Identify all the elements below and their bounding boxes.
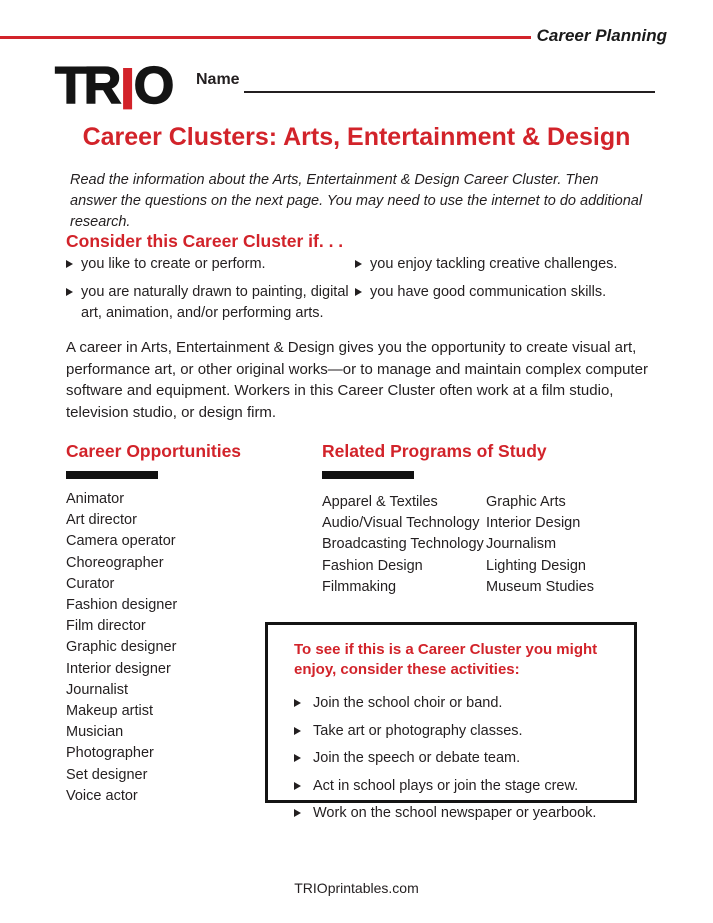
bullet-text: you have good communication skills. <box>370 284 607 300</box>
trio-logo <box>55 56 172 122</box>
list-item <box>355 254 658 275</box>
bullet-arrow-icon <box>355 260 362 268</box>
bullet-text: Work on the school newspaper or yearbook. <box>313 805 597 821</box>
consider-right-column <box>355 254 658 331</box>
bullet-text: you are naturally drawn to painting, digital art, animation, and/or performing arts. <box>81 284 349 321</box>
list-item: Graphic Arts <box>486 494 566 510</box>
logo-text-o: O <box>133 57 172 115</box>
list-item: Lighting Design <box>486 557 586 574</box>
list-item: Fashion designer <box>66 597 178 614</box>
list-item: Museum Studies <box>486 578 594 595</box>
bullet-arrow-icon <box>294 727 301 735</box>
list-item: Journalism <box>486 536 557 553</box>
list-item: Makeup artist <box>66 703 154 720</box>
list-item: Voice actor <box>66 787 138 804</box>
list-item: Film director <box>66 618 146 635</box>
list-item <box>294 803 620 824</box>
bullet-text: Take art or photography classes. <box>313 722 523 739</box>
list-item <box>294 721 620 742</box>
activities-list <box>294 693 620 824</box>
bullet-arrow-icon <box>66 288 73 296</box>
bullet-arrow-icon <box>294 809 301 817</box>
list-item: Journalist <box>66 681 129 698</box>
list-item: Apparel & Textiles <box>322 494 438 510</box>
list-item: Choreographer <box>66 554 164 571</box>
related-programs-list <box>322 492 636 598</box>
list-item: Filmmaking <box>322 578 397 595</box>
list-item: Musician <box>66 724 124 741</box>
list-item: Audio/Visual Technology <box>322 515 480 532</box>
bullet-arrow-icon <box>355 288 362 296</box>
list-item <box>355 282 658 303</box>
bullet-text: Join the school choir or band. <box>313 695 503 711</box>
bullet-arrow-icon <box>294 699 301 707</box>
name-label: Name <box>196 71 240 88</box>
header-label: Career Planning <box>536 26 667 45</box>
bullet-arrow-icon <box>294 782 301 790</box>
list-item: Curator <box>66 575 115 592</box>
bullet-arrow-icon <box>66 260 73 268</box>
career-opportunities-heading: Career Opportunities <box>66 441 242 461</box>
cluster-description: A career in Arts, Entertainment & Design gives you the opportunity to create visual art, performance art, or other original works—or to manage and maintain complex computer software and equipment. Workers in this Career Cluster often work at a film studio, television studio, or design firm. <box>66 339 648 421</box>
list-item <box>294 693 620 714</box>
list-item <box>66 282 355 324</box>
consider-heading: Consider this Career Cluster if. . . <box>66 231 344 251</box>
list-item: Graphic designer <box>66 639 177 656</box>
list-item: Set designer <box>66 766 148 783</box>
bullet-text: Act in school plays or join the stage crew. <box>313 777 579 794</box>
list-item: Photographer <box>66 745 154 762</box>
list-item: Interior Design <box>486 515 581 532</box>
list-item: Interior designer <box>66 660 171 677</box>
list-item <box>294 776 620 797</box>
name-input-line[interactable] <box>244 60 655 93</box>
page-title: Career Clusters: Arts, Entertainment & Design <box>82 123 631 151</box>
list-item: Broadcasting Technology <box>322 536 484 553</box>
list-item: Fashion Design <box>322 557 423 574</box>
career-opportunities-list <box>66 489 266 807</box>
career-opportunities-underline-bar <box>66 471 158 479</box>
activities-box-heading: To see if this is a Career Cluster you might enjoy, consider these activities: <box>294 641 598 678</box>
logo-text-tr: TR <box>55 57 119 115</box>
list-item: Camera operator <box>66 533 176 550</box>
related-programs-underline-bar <box>322 471 414 479</box>
bullet-text: you enjoy tackling creative challenges. <box>370 256 618 272</box>
related-programs-column-2 <box>486 492 636 598</box>
list-item: Animator <box>66 491 125 507</box>
related-programs-column-1 <box>322 492 486 598</box>
intro-text: Read the information about the Arts, Entertainment & Design Career Cluster. Then answer the questions on the next page. You may need to use the internet to do additional research. <box>70 172 643 230</box>
activities-box <box>265 622 637 821</box>
consider-left-column <box>66 254 355 331</box>
header-rule <box>0 36 531 39</box>
logo-text-i: I <box>120 58 132 122</box>
bullet-text: you like to create or perform. <box>81 256 266 272</box>
footer-url: TRIOprintables.com <box>294 880 419 896</box>
bullet-arrow-icon <box>294 754 301 762</box>
list-item <box>66 254 355 275</box>
consider-bullets <box>66 254 658 331</box>
related-programs-heading: Related Programs of Study <box>322 441 547 461</box>
list-item <box>294 748 620 769</box>
bullet-text: Join the speech or debate team. <box>313 750 521 766</box>
list-item: Art director <box>66 512 137 529</box>
